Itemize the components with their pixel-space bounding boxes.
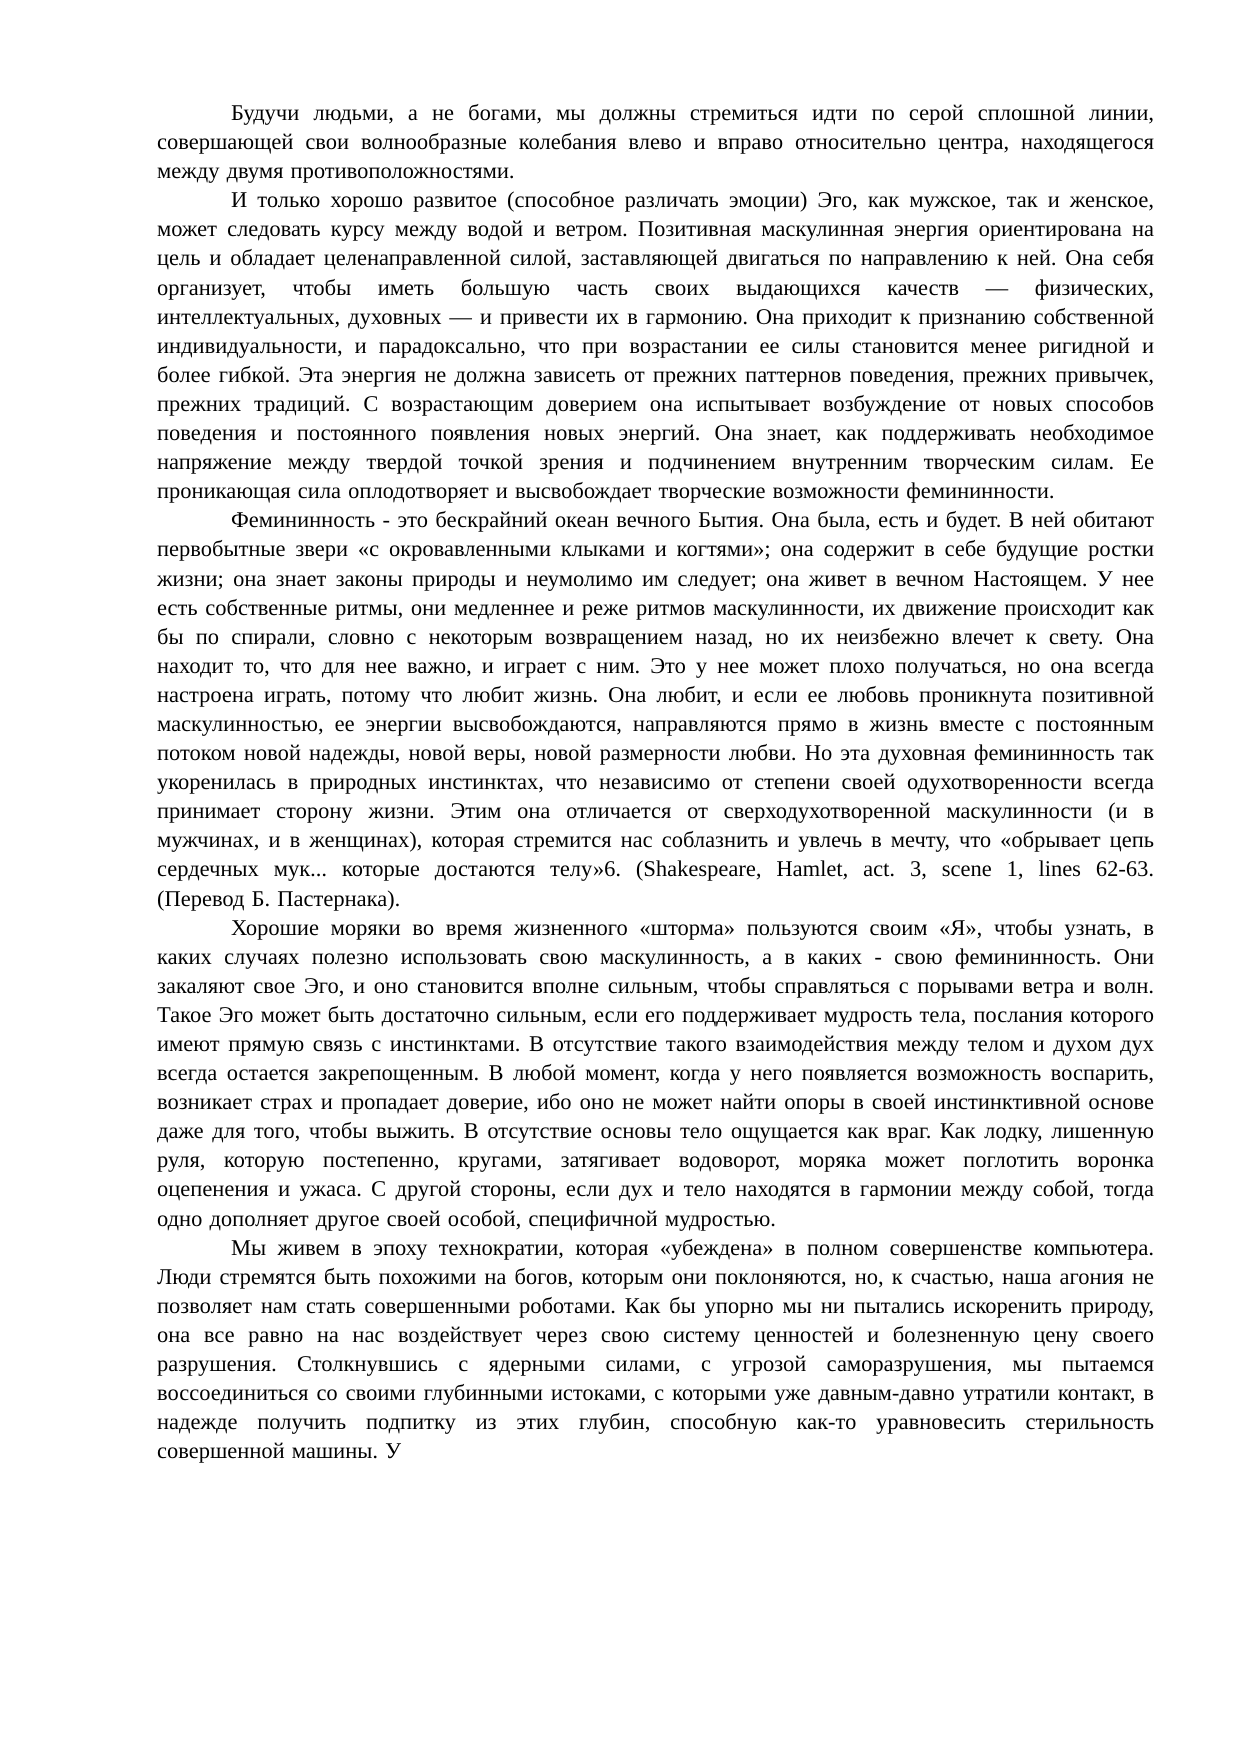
paragraph-masculine-energy: И только хорошо развитое (способное различать эмоции) Эго, как мужское, так и женское, может следовать курсу между водой и ветром. Позитивная маскулинная энергия ориентирована на цель и обладает целенаправленной силой, заставляющей двигаться по направлению к ней. Она себя организует, чтобы иметь большую часть своих выдающихся качеств — физических, интеллектуальных, духовных — и привести их в гармонию. Она приходит к признанию собственной индивидуальности, и парадоксально, что при возрастании ее силы становится менее ригидной и более гибкой. Эта энергия не должна зависеть от прежних паттернов поведения, прежних привычек, прежних традиций. С возрастающим доверием она испытывает возбуждение от новых способов поведения и постоянного появления новых энергий. Она знает, как поддерживать необходимое напряжение между твердой точкой зрения и подчинением внутренним творческим силам. Ее проникающая сила оплодотворяет и высвобождает творческие возможности фемининности.: [157, 187, 1154, 504]
paragraph-grey-line: Будучи людьми, а не богами, мы должны стремиться идти по серой сплошной линии, совершающей свои волнообразные колебания влево и вправо относительно центра, находящегося между двумя противоположностями.: [157, 100, 1154, 184]
text-block: [157, 98, 1154, 1465]
paragraph-technocracy: Мы живем в эпоху технократии, которая «убеждена» в полном совершенстве компьютера. Люди стремятся быть похожими на богов, которым они поклоняются, но, к счастью, наша агония не позволяет нам стать совершенными роботами. Как бы упорно мы ни пытались искоренить природу, она все равно на нас воздействует через свою систему ценностей и болезненную цену своего разрушения. Столкнувшись с ядерными силами, с угрозой саморазрушения, мы пытаемся воссоединиться со своими глубинными истоками, с которыми уже давным-давно утратили контакт, в надежде получить подпитку из этих глубин, способную как-то уравновесить стерильность совершенной машины. У: [157, 1234, 1154, 1464]
paragraph-femininity: Фемининность - это бескрайний океан вечного Бытия. Она была, есть и будет. В ней обитают первобытные звери «с окровавленными клыками и когтями»; она содержит в себе будущие ростки жизни; она знает законы природы и неумолимо им следует; она живет в вечном Настоящем. У нее есть собственные ритмы, они медленнее и реже ритмов маскулинности, их движение происходит как бы по спирали, словно с некоторым возвращением назад, но их неизбежно влечет к свету. Она находит то, что для нее важно, и играет с ним. Это у нее может плохо получаться, но она всегда настроена играть, потому что любит жизнь. Она любит, и если ее любовь проникнута позитивной маскулинностью, ее энергии высвобождаются, направляются прямо в жизнь вместе с постоянным потоком новой надежды, новой веры, новой размерности любви. Но эта духовная фемининность так укоренилась в природных инстинктах, что независимо от степени своей одухотворенности всегда принимает сторону жизни. Этим она отличается от сверходухотворенной маскулинности (и в мужчинах, и в женщинах), которая стремится нас соблазнить и увлечь в мечту, что «обрывает цепь сердечных мук... которые достаются телу»6. (Shakespeare, Hamlet, act. 3, scene 1, lines 62-63. (Перевод Б. Пастернака).: [157, 507, 1154, 911]
paragraph-good-sailors: Хорошие моряки во время жизненного «шторма» пользуются своим «Я», чтобы узнать, в каких случаях полезно использовать свою маскулинность, а в каких - свою фемининность. Они закаляют свое Эго, и оно становится вполне сильным, чтобы справляться с порывами ветра и волн. Такое Эго может быть достаточно сильным, если его поддерживает мудрость тела, послания которого имеют прямую связь с инстинктами. В отсутствие такого взаимодействия между телом и духом дух всегда остается закрепощенным. В любой момент, когда у него появляется возможность воспарить, возникает страх и пропадает доверие, ибо оно не может найти опоры в своей инстинктивной основе даже для того, чтобы выжить. В отсутствие основы тело ощущается как враг. Как лодку, лишенную руля, которую постепенно, кругами, затягивает водоворот, моряка может поглотить воронка оцепенения и ужаса. С другой стороны, если дух и тело находятся в гармонии между собой, тогда одно дополняет другое своей особой, специфичной мудростью.: [157, 914, 1154, 1231]
